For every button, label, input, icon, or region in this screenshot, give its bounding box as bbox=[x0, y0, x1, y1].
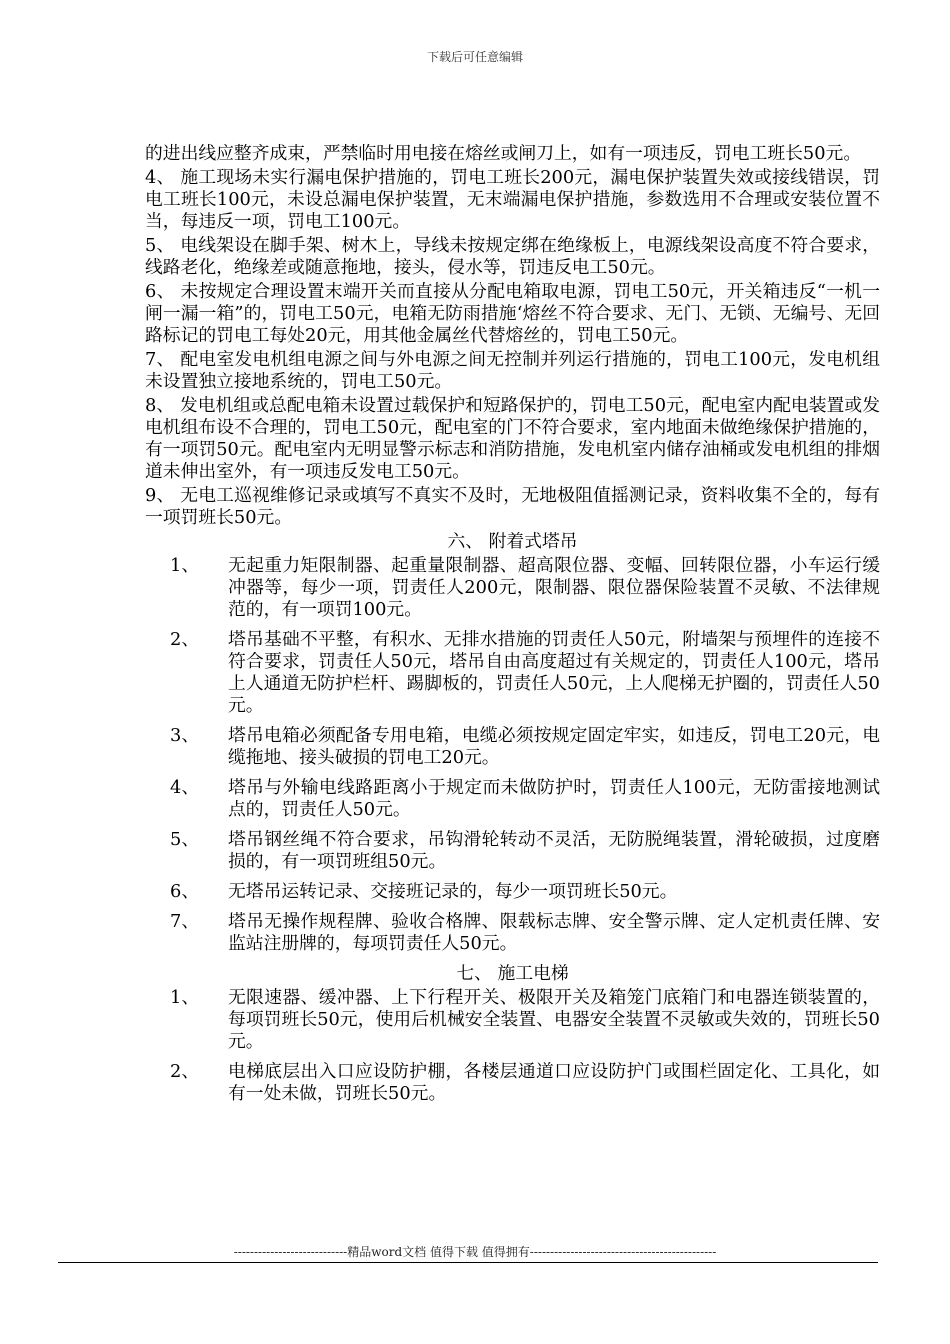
list-item-number: 7、 bbox=[170, 911, 200, 932]
list-item-number: 4、 bbox=[170, 777, 200, 798]
list-item-text: 塔吊基础不平整，有积水、无排水措施的罚责任人50元，附墙架与预埋件的连接不符合要求，罚责任人50元，塔吊自由高度超过有关规定的，罚责任人100元，塔吊上人通道无防护栏杆、踢脚板的，罚责任人50元，上人爬梯无护圈的，罚责任人50元。 bbox=[228, 629, 880, 716]
list-item-text: 塔吊电箱必须配备专用电箱，电缆必须按规定固定牢实，如违反，罚电工20元，电缆拖地、接头破损的罚电工20元。 bbox=[228, 725, 880, 768]
footer-divider bbox=[58, 1262, 878, 1263]
list-item-text: 无起重力矩限制器、起重量限制器、超高限位器、变幅、回转限位器，小车运行缓冲器等，每少一项，罚责任人200元，限制器、限位器保险装置不灵敏、不法律规范的，有一项罚100元。 bbox=[228, 555, 880, 620]
list-item bbox=[145, 881, 880, 903]
list-item bbox=[145, 725, 880, 769]
paragraph-continuation: 的进出线应整齐成束，严禁临时用电接在熔丝或闸刀上，如有一项违反，罚电工班长50元。 bbox=[145, 143, 862, 164]
paragraph-item-7: 7、 配电室发电机组电源之间与外电源之间无控制并列运行措施的，罚电工100元，发电机组未设置独立接地系统的，罚电工50元。 bbox=[145, 349, 880, 392]
list-item-number: 1、 bbox=[170, 987, 200, 1008]
list-item bbox=[145, 1061, 880, 1105]
list-item-number: 3、 bbox=[170, 725, 200, 746]
list-item-text: 塔吊无操作规程牌、验收合格牌、限载标志牌、安全警示牌、定人定机责任牌、安监站注册牌的，每项罚责任人50元。 bbox=[228, 911, 880, 954]
list-item-text: 塔吊钢丝绳不符合要求，吊钩滑轮转动不灵活，无防脱绳装置，滑轮破损，过度磨损的，有一项罚班组50元。 bbox=[228, 829, 880, 872]
list-item bbox=[145, 987, 880, 1053]
list-item bbox=[145, 911, 880, 955]
paragraph-item-8: 8、 发电机组或总配电箱未设置过载保护和短路保护的，罚电工50元，配电室内配电装置或发电机组布设不合理的，罚电工50元，配电室的门不符合要求，室内地面未做绝缘保护措施的，有一项罚50元。配电室内无明显警示标志和消防措施，发电机室内储存油桶或发电机组的排烟道未伸出室外，有一项违反发电工50元。 bbox=[145, 395, 880, 482]
list-item-number: 2、 bbox=[170, 629, 200, 650]
list-item-number: 2、 bbox=[170, 1061, 200, 1082]
list-item bbox=[145, 777, 880, 821]
list-item bbox=[145, 555, 880, 621]
section-heading-construction-elevator: 七、 施工电梯 bbox=[456, 963, 569, 984]
list-item bbox=[145, 829, 880, 873]
document-body bbox=[145, 143, 880, 1113]
list-item-text: 塔吊与外输电线路距离小于规定而未做防护时，罚责任人100元，无防雷接地测试点的，罚责任人50元。 bbox=[228, 777, 880, 820]
paragraph-item-9: 9、 无电工巡视维修记录或填写不真实不及时，无地极阻值摇测记录，资料收集不全的，每有一项罚班长50元。 bbox=[145, 485, 880, 528]
paragraph-item-5: 5、 电线架设在脚手架、树木上，导线未按规定绑在绝缘板上，电源线架设高度不符合要求，线路老化，绝缘差或随意拖地，接头，侵水等，罚违反电工50元。 bbox=[145, 235, 880, 278]
list-item-text: 无限速器、缓冲器、上下行程开关、极限开关及箱笼门底箱门和电器连锁装置的，每项罚班长50元，使用后机械安全装置、电器安全装置不灵敏或失效的，罚班长50元。 bbox=[228, 987, 880, 1052]
page-footer-note: ----------------------------精品word文档 值得下载 值得拥有---------------------------------------------- bbox=[233, 1245, 717, 1259]
list-item-number: 6、 bbox=[170, 881, 200, 902]
paragraph-item-6: 6、 未按规定合理设置末端开关而直接从分配电箱取电源，罚电工50元，开关箱违反“一机一闸一漏一箱”的，罚电工50元，电箱无防雨措施‘熔丝不符合要求、无门、无锁、无编号、无回路标记的罚电工每处20元，用其他金属丝代替熔丝的，罚电工50元。 bbox=[145, 281, 880, 346]
list-item-text: 无塔吊运转记录、交接班记录的，每少一项罚班长50元。 bbox=[228, 881, 678, 902]
list-item bbox=[145, 629, 880, 717]
list-item-number: 5、 bbox=[170, 829, 200, 850]
list-item-number: 1、 bbox=[170, 555, 200, 576]
list-item-text: 电梯底层出入口应设防护棚，各楼层通道口应设防护门或围栏固定化、工具化，如有一处未做，罚班长50元。 bbox=[228, 1061, 880, 1104]
page-header-note: 下载后可任意编辑 bbox=[426, 50, 523, 64]
paragraph-item-4: 4、 施工现场未实行漏电保护措施的，罚电工班长200元，漏电保护装置失效或接线错误，罚电工班长100元，未设总漏电保护装置，无末端漏电保护措施，参数选用不合理或安装位置不当，每违反一项，罚电工100元。 bbox=[145, 167, 880, 232]
section-heading-tower-crane: 六、 附着式塔吊 bbox=[447, 531, 578, 552]
